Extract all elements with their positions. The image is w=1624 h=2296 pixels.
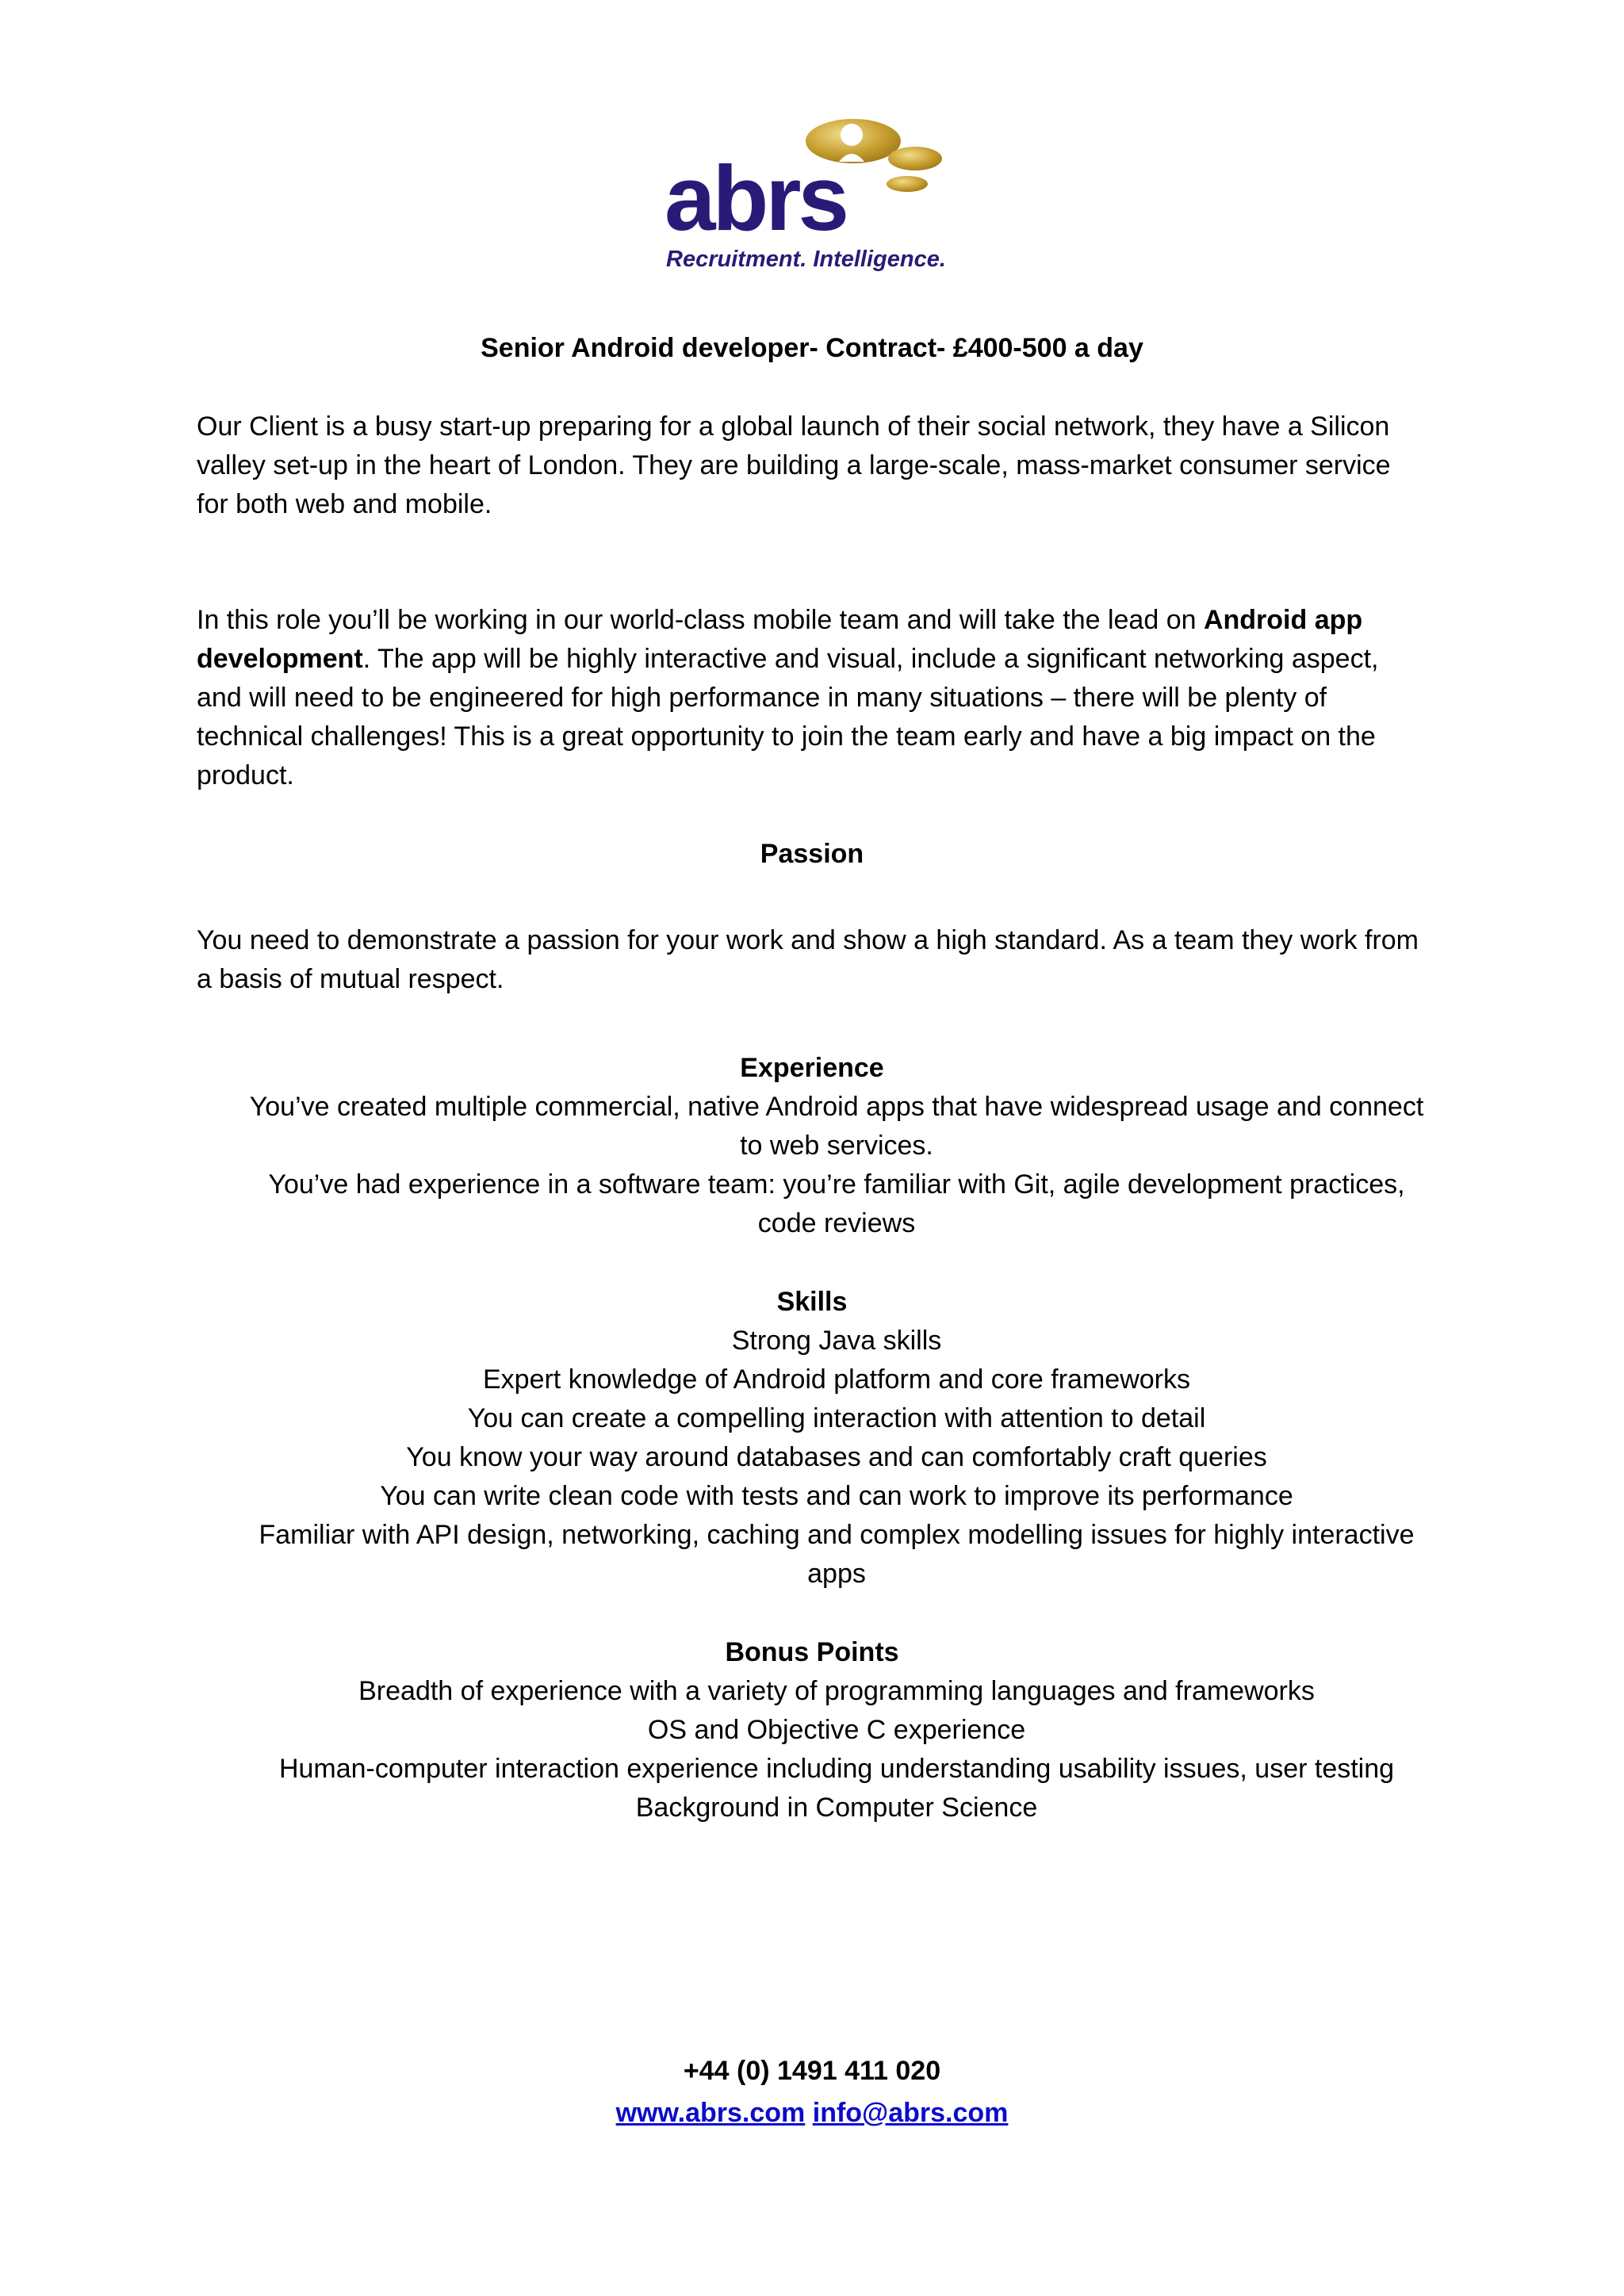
passion-heading: Passion [760,839,864,869]
experience-item: You’ve created multiple commercial, native Android apps that have widespread usage and connect to web services. [249,1092,1424,1161]
job-title: Senior Android developer- Contract- £400-500 a day [481,333,1143,363]
role-text-end: . The app will be highly interactive and visual, include a significant networking aspect, and will need to be engineered for high performance in many situations – there will be plenty of technical challenges! This is a great opportunity to join the team early and have a big impact on the product. [197,644,1379,790]
email-link[interactable]: info@abrs.com [812,2098,1009,2128]
bonus-heading: Bonus Points [725,1637,899,1667]
skills-heading: Skills [776,1287,848,1317]
bonus-item: Human-computer interaction experience including understanding usability issues, user testing [278,1754,1395,1784]
skills-item: Expert knowledge of Android platform and core frameworks [482,1364,1190,1395]
skills-item: Familiar with API design, networking, caching and complex modelling issues for highly interactive apps [259,1520,1415,1589]
role-paragraph [197,601,1427,795]
logo-swoosh-medium [888,147,942,170]
contact-links [197,2094,1427,2133]
logo-tagline: Recruitment. Intelligence. [666,247,946,272]
skills-item: Strong Java skills [731,1326,942,1356]
skills-item: You can write clean code with tests and can work to improve its performance [380,1481,1293,1511]
logo-wordmark: abrs [665,147,847,250]
skills-item: You know your way around databases and can comfortably craft queries [406,1442,1267,1472]
experience-heading: Experience [740,1053,884,1083]
website-link[interactable]: www.abrs.com [615,2098,806,2128]
logo-person-head [841,124,863,146]
bonus-item: Background in Computer Science [635,1793,1038,1823]
bonus-list [238,1672,1435,1827]
passion-paragraph: You need to demonstrate a passion for your work and show a high standard. As a team they work from a basis of mutual respect. [197,925,1419,994]
skills-item: You can create a compelling interaction with attention to detail [467,1403,1206,1433]
logo-swoosh-small [887,176,928,192]
experience-item: You’ve had experience in a software team: you’re familiar with Git, agile development practices, code reviews [268,1169,1405,1238]
bonus-item: Breadth of experience with a variety of programming languages and frameworks [358,1676,1315,1706]
company-logo [663,111,964,277]
abrs-logo-graphic [663,111,964,277]
intro-paragraph: Our Client is a busy start-up preparing for a global launch of their social network, they have a Silicon valley set-up in the heart of London. They are building a large-scale, mass-market consumer service for both web and mobile. [197,411,1391,519]
contact-phone: +44 (0) 1491 411 020 [683,2056,941,2086]
role-text-start: In this role you’ll be working in our world-class mobile team and will take the lead on [197,605,1204,635]
bonus-item: OS and Objective C experience [647,1715,1026,1745]
role-text-emphasis: Android app development [197,605,1363,674]
experience-list [238,1088,1435,1243]
skills-list [238,1322,1435,1594]
